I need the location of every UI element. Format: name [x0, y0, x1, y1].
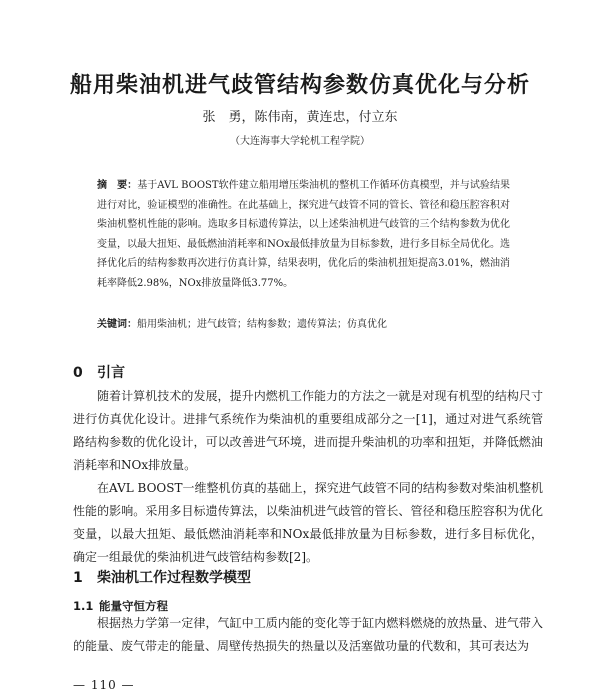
section-number: 1: [73, 570, 83, 586]
section-heading-intro: [73, 362, 125, 382]
abstract-label: 摘 要：: [97, 180, 138, 191]
affiliation: （大连海事大学轮机工程学院）: [230, 136, 370, 147]
keywords-label: 关键词：: [97, 319, 137, 330]
abstract: [97, 176, 510, 293]
keywords: [97, 315, 510, 330]
section-heading-model: [73, 567, 251, 587]
author-list: 张 勇，陈伟南，黄连忠，付立东: [202, 110, 398, 125]
abstract-text: 基于AVL BOOST软件建立船用增压柴油机的整机工作循环仿真模型，并与试验结果进行对比，验证模型的准确性。在此基础上，探究进气歧管不同的管长、管径和稳压腔容积对柴油机整机性能的影响。选取多目标遗传算法，以上述柴油机进气歧管的三个结构参数为优化变量，以最大扭矩、最低燃油消耗率和NOx最低排放量为目标参数，进行多目标全局优化。选择优化后的结构参数再次进行仿真计算，结果表明，优化后的柴油机扭矩提高3.01%，燃油消耗率降低2.98%，NOx排放量降低3.77%。: [97, 180, 511, 289]
page-number: — 110 —: [73, 678, 135, 692]
paragraph: 在AVL BOOST一维整机仿真的基础上，探究进气歧管不同的结构参数对柴油机整机性能的影响。采用多目标遗传算法，以柴油机进气歧管的管长、管径和稳压腔容积为优化变量，以最大扭矩、最低燃油消耗率和NOx最低排放量为目标参数，进行多目标优化，确定一组最优的柴油机进气歧管结构参数[2]。: [73, 481, 543, 564]
paper-title: 船用柴油机进气歧管结构参数仿真优化与分析: [69, 72, 530, 98]
paragraph: 随着计算机技术的发展，提升内燃机工作能力的方法之一就是对现有机型的结构尺寸进行仿真优化设计。进排气系统作为柴油机的重要组成部分之一[1]，通过对进气系统管路结构参数的优化设计，可以改善进气环境，进而提升柴油机的功率和扭矩，并降低燃油消耗率和NOx排放量。: [73, 389, 543, 472]
section-title: 柴油机工作过程数学模型: [97, 570, 251, 586]
section-title: 引言: [97, 365, 125, 381]
paragraph: 根据热力学第一定律，气缸中工质内能的变化等于缸内燃料燃烧的放热量、进气带入的能量、废气带走的能量、周壁传热损失的热量以及活塞做功量的代数和，其可表达为: [73, 616, 543, 653]
subsection-number: 1.1: [73, 599, 94, 613]
intro-body: [73, 385, 543, 569]
subsection-title: 能量守恒方程: [99, 599, 168, 613]
section-number: 0: [73, 365, 83, 381]
energy-body: [73, 612, 543, 658]
keywords-text: 船用柴油机；进气歧管；结构参数；遗传算法；仿真优化: [137, 319, 387, 330]
